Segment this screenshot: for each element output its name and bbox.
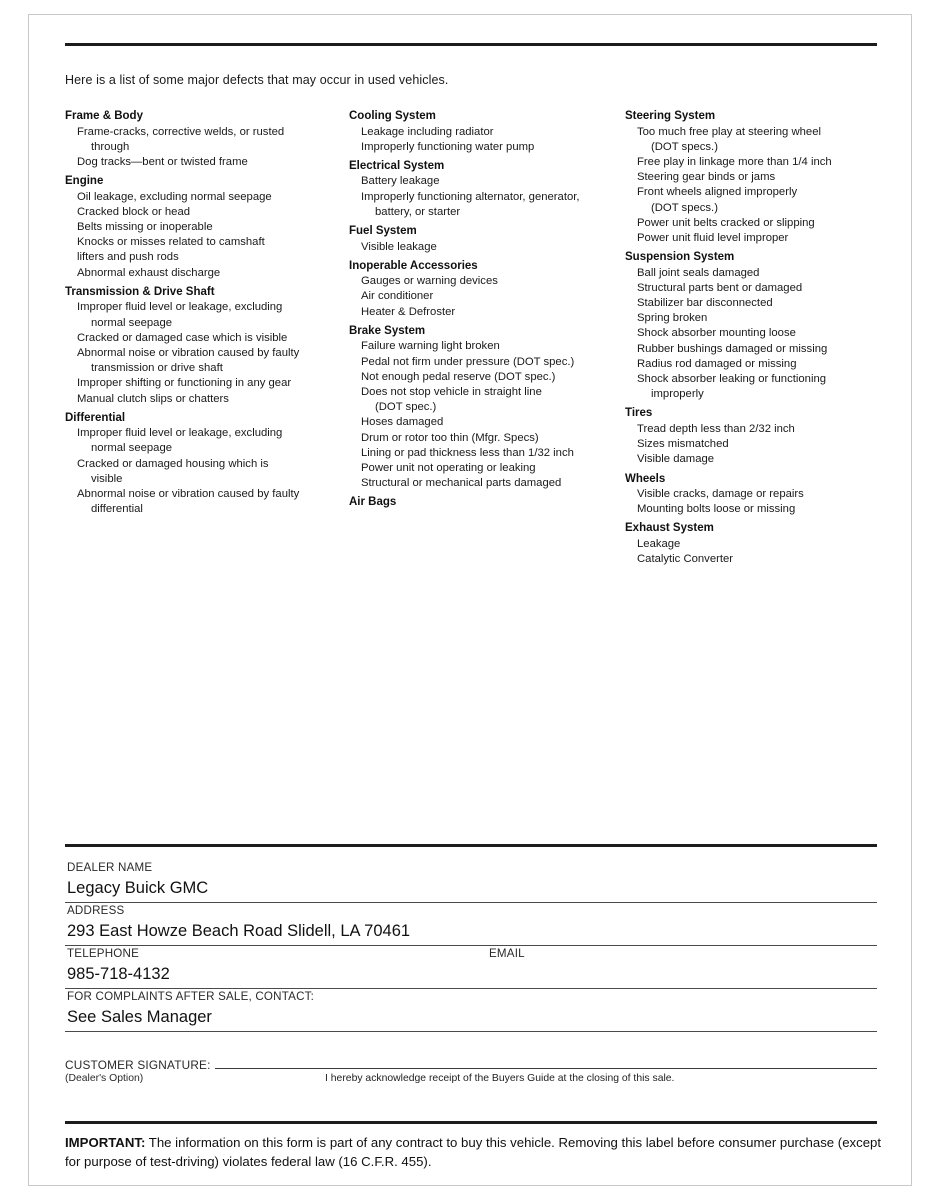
defect-item-text: Shock absorber leaking or functioning — [637, 373, 827, 386]
defect-item-text: Catalytic Converter — [637, 553, 734, 566]
defect-item-continuation: (DOT specs.) — [651, 201, 718, 214]
defect-item-text: Tread depth less than 2/32 inch — [637, 422, 795, 435]
defect-item-text: Shock absorber mounting loose — [637, 327, 796, 340]
email-label: EMAIL — [489, 947, 525, 960]
defect-item — [65, 392, 337, 407]
defect-item — [625, 185, 877, 215]
customer-signature-block — [65, 1058, 877, 1084]
defect-item-text: Rubber bushings damaged or missing — [637, 342, 828, 355]
defect-group-title: Transmission & Drive Shaft — [65, 285, 215, 298]
defect-item — [65, 125, 337, 155]
defect-item-continuation: (DOT spec.) — [375, 401, 437, 414]
defect-group-title: Exhaust System — [625, 522, 714, 535]
defect-item-text: Improper fluid level or leakage, excluding — [77, 301, 283, 314]
defect-item-text: Cracked or damaged housing which is — [77, 457, 269, 470]
intro-text: Here is a list of some major defects that may occur in used vehicles. — [65, 73, 449, 87]
defect-item-text: Heater & Defroster — [361, 305, 456, 318]
defect-item-text: Spring broken — [637, 312, 708, 325]
defect-group-title: Tires — [625, 407, 653, 420]
defect-item — [349, 476, 613, 491]
dealer-form — [65, 860, 877, 1084]
defect-group-title: Engine — [65, 175, 104, 188]
telephone-value: 985-718-4132 — [67, 965, 170, 983]
defect-group-title: Electrical System — [349, 159, 445, 172]
defect-item-continuation: differential — [91, 503, 143, 516]
defect-item — [349, 125, 613, 140]
defect-item — [349, 274, 613, 289]
defect-item-text: Structural parts bent or damaged — [637, 281, 803, 294]
defect-item-text: Improperly functioning water pump — [361, 140, 535, 153]
complaints-value: See Sales Manager — [67, 1008, 212, 1026]
signature-rule[interactable] — [215, 1068, 877, 1069]
defect-group — [349, 159, 613, 220]
telephone-label: TELEPHONE — [67, 947, 140, 960]
defect-group — [625, 521, 877, 567]
defect-group-title: Air Bags — [349, 496, 397, 509]
document-sheet — [28, 14, 912, 1186]
defect-item-continuation: through — [91, 140, 130, 153]
defect-item — [65, 331, 337, 346]
defect-item — [625, 502, 877, 517]
defect-item-text: Ball joint seals damaged — [637, 266, 760, 279]
defect-item-continuation: normal seepage — [91, 442, 173, 455]
defect-item — [65, 426, 337, 456]
defect-item-text: Cracked block or head — [77, 205, 191, 218]
defect-item-text: Gauges or warning devices — [361, 275, 498, 288]
dealer-name-label: DEALER NAME — [67, 861, 153, 874]
defect-group-title: Fuel System — [349, 225, 417, 238]
defect-item — [65, 190, 337, 205]
acknowledgement-note: I hereby acknowledge receipt of the Buyers Guide at the closing of this sale. — [325, 1073, 675, 1084]
defect-item-continuation: battery, or starter — [375, 205, 461, 218]
defect-item — [349, 355, 613, 370]
defect-group — [65, 174, 337, 281]
defect-item — [625, 125, 877, 155]
defect-group — [625, 472, 877, 518]
defect-item — [625, 357, 877, 372]
telephone-email-field[interactable] — [65, 946, 877, 989]
defect-group-title: Inoperable Accessories — [349, 259, 478, 272]
defect-group-title: Steering System — [625, 110, 716, 122]
defect-item-text: Power unit not operating or leaking — [361, 461, 536, 474]
defect-item — [349, 190, 613, 220]
defect-item-text: Knocks or misses related to camshaft — [77, 236, 265, 249]
defects-column-2 — [349, 109, 625, 568]
defect-item-text: Lining or pad thickness less than 1/32 inch — [361, 446, 574, 459]
defect-item — [65, 220, 337, 235]
defect-item — [349, 446, 613, 461]
signature-line[interactable] — [65, 1058, 877, 1072]
defect-item-text: Abnormal noise or vibration caused by faulty — [77, 346, 300, 359]
defect-item-continuation: transmission or drive shaft — [91, 362, 223, 375]
defect-item-text: Leakage — [637, 537, 681, 550]
defect-item — [65, 346, 337, 376]
signature-label: CUSTOMER SIGNATURE: — [65, 1058, 211, 1072]
defect-group-title: Cooling System — [349, 110, 436, 122]
defect-item — [625, 537, 877, 552]
defect-item — [349, 415, 613, 430]
defect-item — [349, 370, 613, 385]
defects-column-1 — [65, 109, 349, 568]
defect-item-text: lifters and push rods — [77, 251, 179, 264]
defect-item — [65, 487, 337, 517]
defect-item-text: Sizes mismatched — [637, 438, 729, 451]
defect-group — [349, 259, 613, 320]
defect-item-text: Steering gear binds or jams — [637, 171, 776, 184]
defect-item-text: Belts missing or inoperable — [77, 221, 213, 234]
defect-item — [625, 216, 877, 231]
defect-item-text: Leakage including radiator — [361, 125, 494, 138]
address-value: 293 East Howze Beach Road Slidell, LA 70461 — [67, 922, 411, 940]
top-divider — [65, 43, 877, 46]
defect-item-continuation: improperly — [651, 388, 704, 401]
defect-item — [65, 376, 337, 391]
defect-item-text: Front wheels aligned improperly — [637, 186, 798, 199]
defect-item — [65, 266, 337, 281]
defect-item-text: Hoses damaged — [361, 416, 444, 429]
defect-group-title: Differential — [65, 411, 126, 424]
defect-group — [65, 109, 337, 170]
defect-item-text: Improper shifting or functioning in any gear — [77, 377, 292, 390]
defect-item — [625, 281, 877, 296]
defect-item-text: Abnormal exhaust discharge — [77, 266, 221, 279]
defect-item — [625, 155, 877, 170]
defect-item-text: Cracked or damaged case which is visible — [77, 331, 288, 344]
defect-item — [625, 487, 877, 502]
dealer-name-field[interactable] — [65, 860, 877, 903]
defect-item — [349, 240, 613, 255]
defect-item — [625, 452, 877, 467]
defect-item — [349, 461, 613, 476]
defect-item-text: Battery leakage — [361, 175, 440, 188]
defect-item-text: Air conditioner — [361, 290, 434, 303]
defect-item-text: Does not stop vehicle in straight line — [361, 385, 542, 398]
defect-item-continuation: normal seepage — [91, 316, 173, 329]
important-notice — [65, 1133, 885, 1171]
defect-group — [65, 285, 337, 407]
important-text: The information on this form is part of any contract to buy this vehicle. Removing this label before consumer purchase (except for purpose of test-driving) violates federal law (16 C.F.R. 455). — [65, 1135, 882, 1169]
defect-item-text: Abnormal noise or vibration caused by faulty — [77, 488, 300, 501]
defect-item-text: Drum or rotor too thin (Mfgr. Specs) — [361, 431, 539, 444]
defect-item-text: Power unit belts cracked or slipping — [637, 216, 815, 229]
defect-item-text: Mounting bolts loose or missing — [637, 503, 796, 516]
defect-item-text: Pedal not firm under pressure (DOT spec.) — [361, 355, 575, 368]
important-label: IMPORTANT: — [65, 1135, 146, 1150]
defect-item-text: Power unit fluid level improper — [637, 231, 789, 244]
signature-subtext — [65, 1073, 877, 1084]
defect-item-text: Visible leakage — [361, 240, 437, 253]
defect-item-text: Free play in linkage more than 1/4 inch — [637, 155, 832, 168]
defect-group — [625, 406, 877, 467]
telephone-email-labels — [65, 946, 877, 962]
defect-item — [625, 552, 877, 567]
defect-item — [625, 266, 877, 281]
defect-item — [625, 437, 877, 452]
defect-item-text: Visible damage — [637, 453, 715, 466]
defect-group-title: Suspension System — [625, 251, 735, 264]
defect-group-title: Brake System — [349, 324, 426, 337]
defect-item — [625, 342, 877, 357]
defect-group — [625, 250, 877, 402]
address-label: ADDRESS — [67, 904, 125, 917]
defect-item — [625, 326, 877, 341]
defect-item — [625, 422, 877, 437]
complaints-field[interactable] — [65, 989, 877, 1032]
defect-item-text: Improperly functioning alternator, generator, — [361, 190, 580, 203]
defect-group — [349, 324, 613, 492]
defect-group-title: Frame & Body — [65, 110, 143, 122]
defect-item-text: Stabilizer bar disconnected — [637, 297, 773, 310]
defect-item — [349, 339, 613, 354]
complaints-label: FOR COMPLAINTS AFTER SALE, CONTACT: — [67, 990, 315, 1003]
defect-item-text: Radius rod damaged or missing — [637, 357, 797, 370]
defect-item-text: Too much free play at steering wheel — [637, 125, 821, 138]
defect-item — [349, 385, 613, 415]
defects-columns — [65, 109, 877, 568]
defect-item — [65, 155, 337, 170]
defect-item-text: Frame-cracks, corrective welds, or rusted — [77, 125, 285, 138]
defect-group — [349, 495, 613, 511]
address-field[interactable] — [65, 903, 877, 946]
defect-item-text: Oil leakage, excluding normal seepage — [77, 190, 272, 203]
defect-item-continuation: (DOT specs.) — [651, 140, 718, 153]
defect-item-text: Visible cracks, damage or repairs — [637, 488, 804, 501]
defect-item — [349, 305, 613, 320]
defect-item — [65, 457, 337, 487]
form-top-divider — [65, 844, 877, 847]
defects-column-3 — [625, 109, 877, 568]
defect-group-title: Wheels — [625, 472, 666, 485]
defect-item-text: Dog tracks—bent or twisted frame — [77, 155, 248, 168]
defect-item — [65, 235, 337, 250]
defect-item — [625, 170, 877, 185]
defect-item-text: Structural or mechanical parts damaged — [361, 477, 562, 490]
defect-item — [349, 174, 613, 189]
dealer-name-value: Legacy Buick GMC — [67, 879, 209, 897]
defect-item — [65, 205, 337, 220]
defect-item — [625, 372, 877, 402]
defect-item-continuation: visible — [91, 472, 123, 485]
defect-item-text: Manual clutch slips or chatters — [77, 392, 229, 405]
defect-item — [65, 250, 337, 265]
defect-item — [625, 296, 877, 311]
document-body — [65, 43, 877, 568]
defect-item — [349, 289, 613, 304]
defect-item-text: Failure warning light broken — [361, 340, 500, 353]
defect-group — [625, 109, 877, 246]
defect-item-text: Not enough pedal reserve (DOT spec.) — [361, 370, 556, 383]
defect-group — [65, 411, 337, 518]
defect-group — [349, 109, 613, 155]
defect-item — [625, 231, 877, 246]
defect-item — [349, 140, 613, 155]
defect-item — [625, 311, 877, 326]
defect-group — [349, 224, 613, 255]
dealers-option-note: (Dealer's Option) — [65, 1073, 144, 1084]
defect-item-text: Improper fluid level or leakage, excluding — [77, 427, 283, 440]
defect-item — [65, 300, 337, 330]
defect-item — [349, 431, 613, 446]
bottom-divider — [65, 1121, 877, 1124]
